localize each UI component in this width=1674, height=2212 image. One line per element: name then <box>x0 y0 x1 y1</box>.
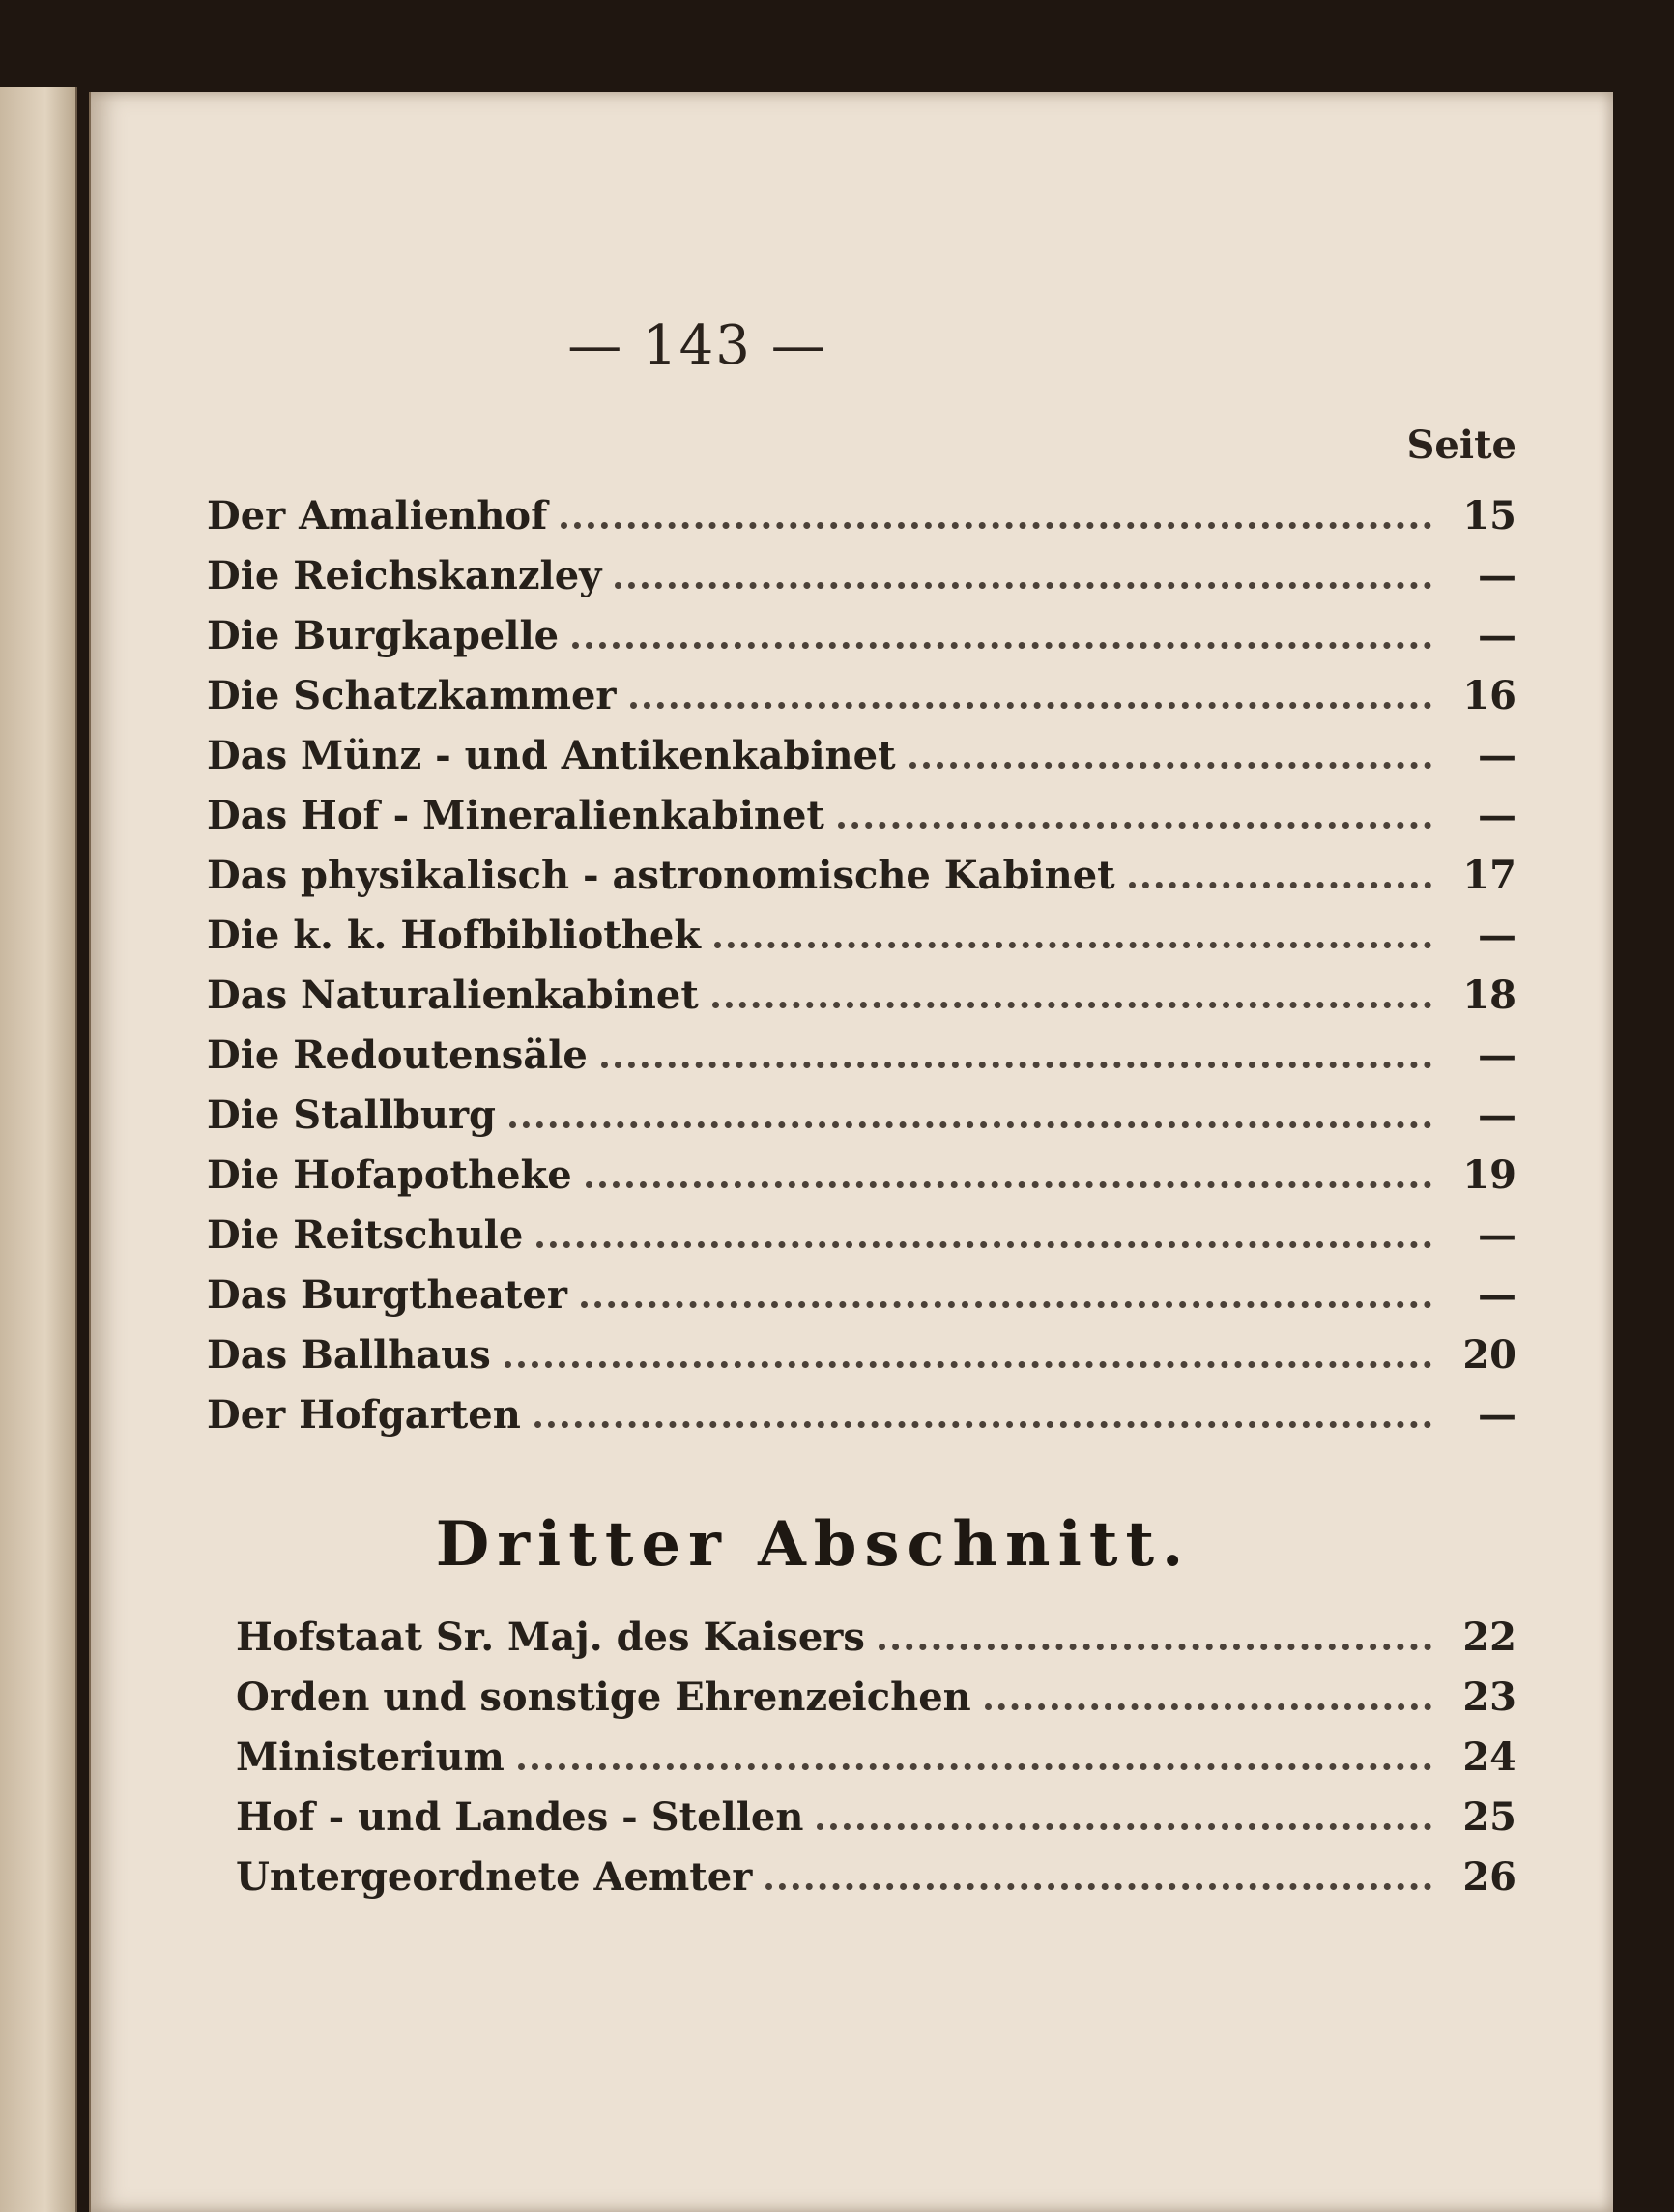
toc-entry-title: Die Reichskanzley <box>207 553 602 598</box>
dot-leader <box>509 1121 1431 1128</box>
dot-leader <box>765 1883 1431 1890</box>
toc-entry-title: Die Hofapotheke <box>207 1152 572 1198</box>
toc-entry-title: Der Hofgarten <box>207 1392 521 1438</box>
toc-entry <box>207 1272 1516 1332</box>
toc-entry <box>207 1392 1516 1452</box>
dot-leader <box>714 942 1431 948</box>
book-page <box>89 92 1613 2212</box>
toc-entry-title: Das Münz - und Antikenkabinet <box>207 733 896 778</box>
toc-entry-title: Untergeordnete Aemter <box>236 1854 753 1900</box>
dot-leader <box>518 1763 1431 1770</box>
toc-entry-page: 25 <box>1462 1794 1516 1840</box>
toc-entry <box>207 793 1516 853</box>
toc-entry <box>207 673 1516 733</box>
toc-entry <box>236 1794 1516 1854</box>
toc-entry-page: — <box>1478 1392 1516 1438</box>
toc-entry-title: Das Hof - Mineralienkabinet <box>207 793 824 838</box>
dot-leader <box>601 1062 1431 1068</box>
dot-leader <box>581 1301 1431 1308</box>
dot-leader <box>561 522 1431 529</box>
dot-leader <box>630 702 1432 709</box>
toc-entry-page: — <box>1478 793 1516 838</box>
toc-entry-page: 17 <box>1462 853 1516 898</box>
toc-entry-title: Das Burgtheater <box>207 1272 567 1318</box>
toc-entry <box>207 973 1516 1033</box>
toc-entry <box>207 493 1516 553</box>
toc-entry-page: 15 <box>1462 493 1516 538</box>
toc-entry <box>207 1212 1516 1272</box>
toc-entry <box>236 1674 1516 1734</box>
toc-entry-page: 24 <box>1462 1734 1516 1780</box>
toc-entry-title: Orden und sonstige Ehrenzeichen <box>236 1674 971 1720</box>
toc-list <box>207 493 1516 1452</box>
toc-entry <box>207 613 1516 673</box>
toc-entry-page: — <box>1478 733 1516 778</box>
toc-entry-page: 20 <box>1462 1332 1516 1378</box>
toc-entry-page: 23 <box>1462 1674 1516 1720</box>
toc-entry-page: 22 <box>1462 1615 1516 1660</box>
toc-entry-page: — <box>1478 1272 1516 1318</box>
toc-entry <box>207 1033 1516 1092</box>
dot-leader <box>1129 882 1431 888</box>
dot-leader <box>712 1002 1431 1008</box>
toc-entry-title: Die Reitschule <box>207 1212 524 1258</box>
dot-leader <box>817 1823 1431 1830</box>
dot-leader <box>505 1361 1431 1368</box>
toc-entry-title: Die Stallburg <box>207 1092 497 1138</box>
toc-entry-title: Der Amalienhof <box>207 493 548 538</box>
dot-leader <box>615 582 1431 589</box>
toc-entry-title: Die Schatzkammer <box>207 673 617 718</box>
dot-leader <box>909 762 1431 769</box>
dot-leader <box>534 1421 1431 1428</box>
toc-entry-title: Hof - und Landes - Stellen <box>236 1794 804 1840</box>
section-heading: Dritter Abschnitt. <box>435 1508 1192 1581</box>
toc-entry <box>207 1152 1516 1212</box>
toc-entry-page: 26 <box>1462 1854 1516 1900</box>
toc-entry <box>236 1734 1516 1794</box>
toc-entry-page: — <box>1478 913 1516 958</box>
toc-entry <box>207 853 1516 913</box>
toc-entry-page: — <box>1478 613 1516 658</box>
toc-entry <box>207 733 1516 793</box>
dot-leader <box>536 1241 1431 1248</box>
page-number: — 143 — <box>567 314 827 377</box>
toc-entry-title: Die Redoutensäle <box>207 1033 588 1078</box>
toc-entry-page: — <box>1478 1033 1516 1078</box>
toc-entry <box>236 1615 1516 1674</box>
toc-entry-page: 18 <box>1462 973 1516 1018</box>
dot-leader <box>879 1644 1431 1650</box>
toc-entry-page: — <box>1478 1092 1516 1138</box>
previous-page-edge <box>0 87 77 2212</box>
section-toc-list <box>236 1615 1516 1914</box>
toc-entry-title: Das Ballhaus <box>207 1332 491 1378</box>
toc-entry-page: 16 <box>1462 673 1516 718</box>
seite-column-label: Seite <box>1406 422 1516 468</box>
dot-leader <box>586 1181 1431 1188</box>
dot-leader <box>838 822 1431 829</box>
toc-entry <box>207 1332 1516 1392</box>
toc-entry-title: Das physikalisch - astronomische Kabinet <box>207 853 1115 898</box>
toc-entry <box>207 913 1516 973</box>
toc-entry <box>236 1854 1516 1914</box>
toc-entry-title: Das Naturalienkabinet <box>207 973 699 1018</box>
toc-entry-page: 19 <box>1462 1152 1516 1198</box>
toc-entry-title: Hofstaat Sr. Maj. des Kaisers <box>236 1615 865 1660</box>
toc-entry <box>207 1092 1516 1152</box>
dot-leader <box>572 642 1431 649</box>
toc-entry-title: Ministerium <box>236 1734 505 1780</box>
toc-entry <box>207 553 1516 613</box>
toc-entry-title: Die k. k. Hofbibliothek <box>207 913 701 958</box>
toc-entry-page: — <box>1478 1212 1516 1258</box>
dot-leader <box>985 1703 1431 1710</box>
toc-entry-page: — <box>1478 553 1516 598</box>
toc-entry-title: Die Burgkapelle <box>207 613 560 658</box>
